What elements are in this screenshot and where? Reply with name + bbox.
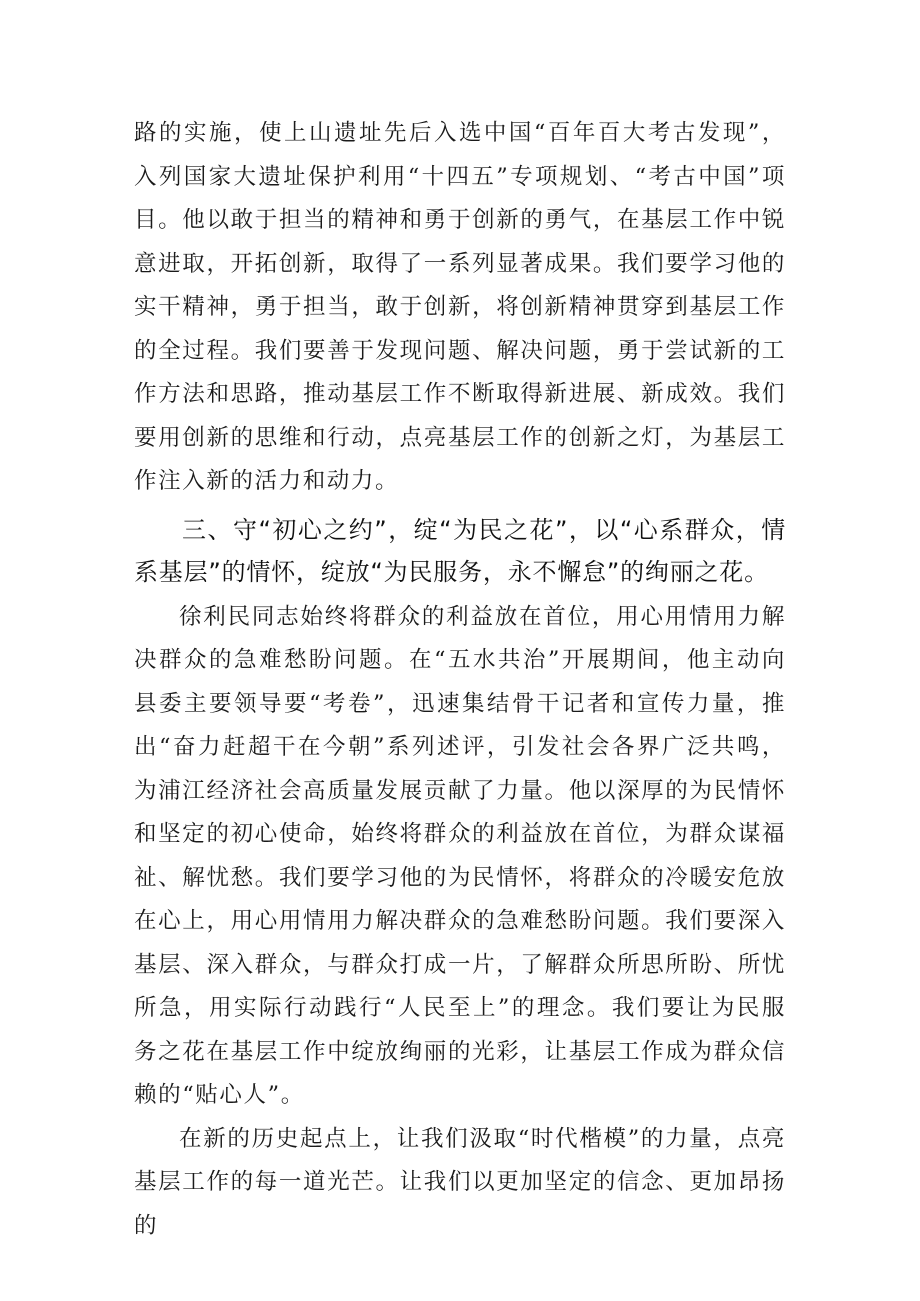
document-body xyxy=(134,112,786,1248)
paragraph-innovation-continuation: 路的实施，使上山遗址先后入选中国“百年百大考古发现”，入列国家大遗址保护利用“十四五”专项规划、“考古中国”项目。他以敢于担当的精神和勇于创新的勇气，在基层工作中锐意进取，开拓创新，取得了一系列显著成果。我们要学习他的实干精神，勇于担当，敢于创新，将创新精神贯穿到基层工作的全过程。我们要善于发现问题、解决问题，勇于尝试新的工作方法和思路，推动基层工作不断取得新进展、新成效。我们要用创新的思维和行动，点亮基层工作的创新之灯，为基层工作注入新的活力和动力。 xyxy=(134,120,786,494)
paragraph-conclusion: 在新的历史起点上，让我们汲取“时代楷模”的力量，点亮基层工作的每一道光芒。让我们以更加坚定的信念、更加昂扬的 xyxy=(134,1125,786,1239)
section-heading-three: 三、守“初心之约”，绽“为民之花”，以“心系群众，情系基层”的情怀，绽放“为民服务，永不懈怠”的绚丽之花。 xyxy=(134,515,786,586)
paragraph-serving-people: 徐利民同志始终将群众的利益放在首位，用心用情用力解决群众的急难愁盼问题。在“五水共治”开展期间，他主动向县委主要领导要“考卷”，迅速集结骨干记者和宣传力量，推出“奋力赶超干在今朝”系列述评，引发社会各界广泛共鸣，为浦江经济社会高质量发展贡献了力量。他以深厚的为民情怀和坚定的初心使命，始终将群众的利益放在首位，为群众谋福祉、解忧愁。我们要学习他的为民情怀，将群众的冷暖安危放在心上，用心用情用力解决群众的急难愁盼问题。我们要深入基层、深入群众，与群众打成一片，了解群众所思所盼、所忧所急，用实际行动践行“人民至上”的理念。我们要让为民服务之花在基层工作中绽放绚丽的光彩，让基层工作成为群众信赖的“贴心人”。 xyxy=(134,603,786,1108)
